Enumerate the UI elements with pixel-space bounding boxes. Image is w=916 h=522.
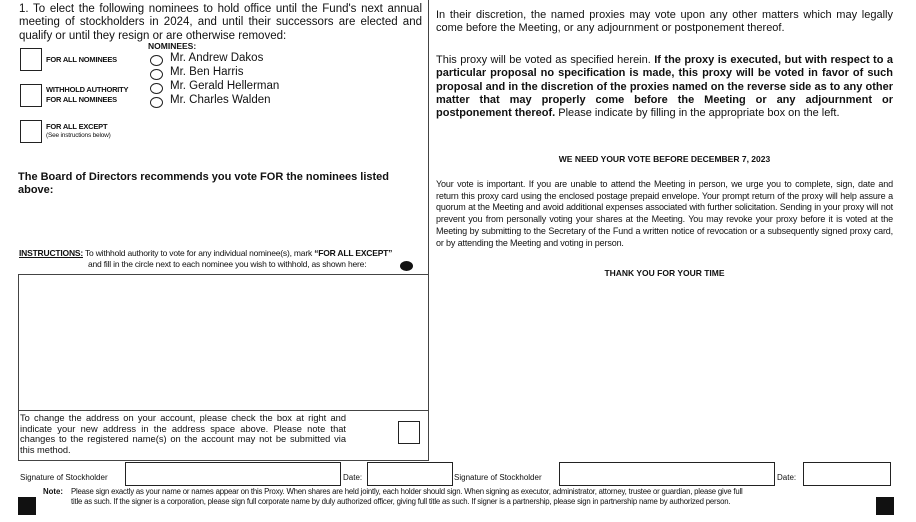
- proxy-paragraph: [436, 54, 893, 120]
- except-label-line2: (See instructions below): [46, 132, 111, 139]
- signature-top-divider: [18, 460, 429, 461]
- nominees-header: NOMINEES:: [148, 41, 197, 51]
- signature-field-2[interactable]: [559, 462, 775, 486]
- nominee-circle-3[interactable]: [150, 83, 163, 94]
- date-field-1[interactable]: [367, 462, 453, 486]
- thank-you: THANK YOU FOR YOUR TIME: [604, 268, 725, 278]
- instructions-label: INSTRUCTIONS:: [19, 248, 83, 258]
- note-line-1: Please sign exactly as your name or names appear on this Proxy. When shares are held jointly, each holder should sign. When signing as executor, administrator, attorney, trustee or guardian, please give full: [71, 487, 743, 496]
- instructions-text-b: and fill in the circle next to each nominee you wish to withhold, as shown here:: [88, 259, 367, 269]
- withhold-label-line2: FOR ALL NOMINEES: [46, 95, 117, 104]
- nominee-2: Mr. Ben Harris: [170, 66, 244, 78]
- nominee-3: Mr. Gerald Hellerman: [170, 80, 280, 92]
- address-top-divider: [18, 410, 428, 411]
- instructions-divider: [18, 274, 428, 275]
- nominee-circle-4[interactable]: [150, 97, 163, 108]
- registration-mark-left: [18, 497, 36, 515]
- left-border: [18, 274, 19, 460]
- address-change-text: To change the address on your account, please check the box at right and indicate your new address in the address space above. Please note that changes to the registered name(s) on the account may not be submitted via this method.: [20, 413, 346, 455]
- nominee-circle-1[interactable]: [150, 55, 163, 66]
- withhold-checkbox[interactable]: [20, 84, 42, 107]
- vote-deadline: WE NEED YOUR VOTE BEFORE DECEMBER 7, 2023: [558, 154, 771, 164]
- for-all-label: FOR ALL NOMINEES: [46, 55, 117, 64]
- registration-mark-right: [876, 497, 894, 515]
- date-label-1: Date:: [343, 473, 363, 482]
- for-all-checkbox[interactable]: [20, 48, 42, 71]
- instructions: [19, 248, 423, 270]
- date-field-2[interactable]: [803, 462, 891, 486]
- proxy-bold: If the proxy is executed, but with respect to a particular proposal no specification is made, this proxy will be voted in favor of such proposal and in the discretion of the proxies named on the reverse side as to any other matter that may properly come before the Meeting or any adjournment or postponement thereof.: [436, 54, 893, 120]
- proxy-end: Please indicate by filling in the appropriate box on the left.: [558, 107, 840, 120]
- instructions-emphasis: “FOR ALL EXCEPT”: [314, 248, 393, 258]
- date-label-2: Date:: [777, 473, 797, 482]
- note-line-2: title as such. If the signer is a corporation, please sign full corporate name by duly authorized officer, giving full title as such. If signer is a partnership, please sign in partnership name by authorized person.: [71, 497, 731, 506]
- nominee-1: Mr. Andrew Dakos: [170, 52, 264, 64]
- nominee-4: Mr. Charles Walden: [170, 94, 271, 106]
- discretion-text: In their discretion, the named proxies may vote upon any other matters which may legally come before the Meeting, or any adjournment or postponement thereof.: [436, 9, 893, 34]
- note-label: Note:: [43, 487, 63, 496]
- signature-label-2: Signature of Stockholder: [454, 473, 542, 482]
- proxy-intro: This proxy will be voted as specified herein.: [436, 54, 651, 66]
- board-recommendation: The Board of Directors recommends you vote FOR the nominees listed above:: [18, 171, 390, 196]
- vote-importance-text: Your vote is important. If you are unable to attend the Meeting in person, we urge you to complete, sign, date and return this proxy card using the enclosed postage prepaid envelope. Your prompt return of the proxy will help assure a quorum at the Meeting and avoid additional expenses associated with further solicitation. Sending in your proxy will not prevent you from personally voting your shares at the Meeting. You may revoke your proxy before it is voted at the Meeting by submitting to the Secretary of the Fund a written notice of revocation or a subsequently signed proxy card, or by attending the Meeting and voting in person.: [436, 179, 893, 248]
- address-change-checkbox[interactable]: [398, 421, 420, 444]
- except-label-line1: FOR ALL EXCEPT: [46, 122, 108, 131]
- signature-field-1[interactable]: [125, 462, 341, 486]
- filled-circle-icon: [400, 261, 413, 271]
- withhold-label-line1: WITHHOLD AUTHORITY: [46, 85, 129, 94]
- for-all-except-checkbox[interactable]: [20, 120, 42, 143]
- proposal-text: 1. To elect the following nominees to hold office until the Fund's next annual meeting of stockholders in 2024, and until their successors are elected and qualify or until they resign or are otherwise removed:: [19, 3, 422, 42]
- nominee-circle-2[interactable]: [150, 69, 163, 80]
- instructions-text-a: To withhold authority to vote for any individual nominee(s), mark: [85, 248, 313, 258]
- signature-label-1: Signature of Stockholder: [20, 473, 108, 482]
- column-divider: [428, 0, 429, 460]
